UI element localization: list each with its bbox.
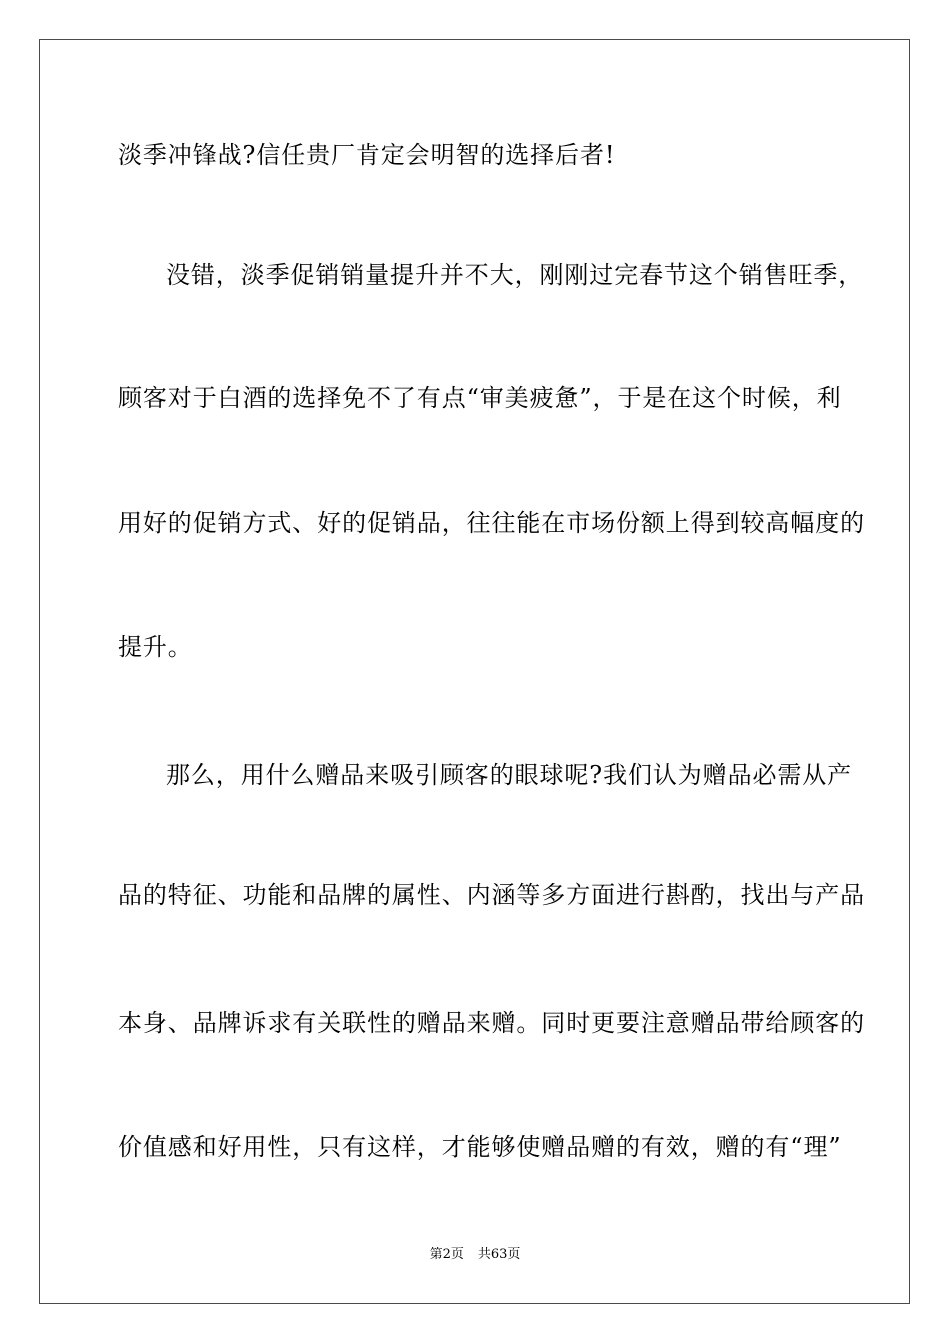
- text-line-6: 那么，用什么赠品来吸引顾客的眼球呢?我们认为赠品必需从产: [166, 761, 853, 789]
- text-line-1: 淡季冲锋战?信任贵厂肯定会明智的选择后者!: [118, 141, 616, 169]
- text-line-5: 提升。: [118, 633, 193, 661]
- page-footer: [0, 1246, 950, 1264]
- page-border: [39, 39, 910, 1304]
- text-line-4: 用好的促销方式、好的促销品，往往能在市场份额上得到较高幅度的: [118, 509, 865, 537]
- text-line-8: 本身、品牌诉求有关联性的赠品来赠。同时更要注意赠品带给顾客的: [118, 1009, 865, 1037]
- page-number: 第2页: [429, 1247, 464, 1262]
- text-line-7: 品的特征、功能和品牌的属性、内涵等多方面进行斟酌，找出与产品: [118, 881, 865, 909]
- text-line-9: 价值感和好用性，只有这样，才能够使赠品赠的有效，赠的有“理”: [118, 1133, 842, 1161]
- text-line-2: 没错，淡季促销销量提升并不大，刚刚过完春节这个销售旺季，: [166, 261, 864, 289]
- total-pages: 共63页: [477, 1247, 521, 1262]
- text-line-3: 顾客对于白酒的选择免不了有点“审美疲惫”，于是在这个时候，利: [118, 384, 842, 412]
